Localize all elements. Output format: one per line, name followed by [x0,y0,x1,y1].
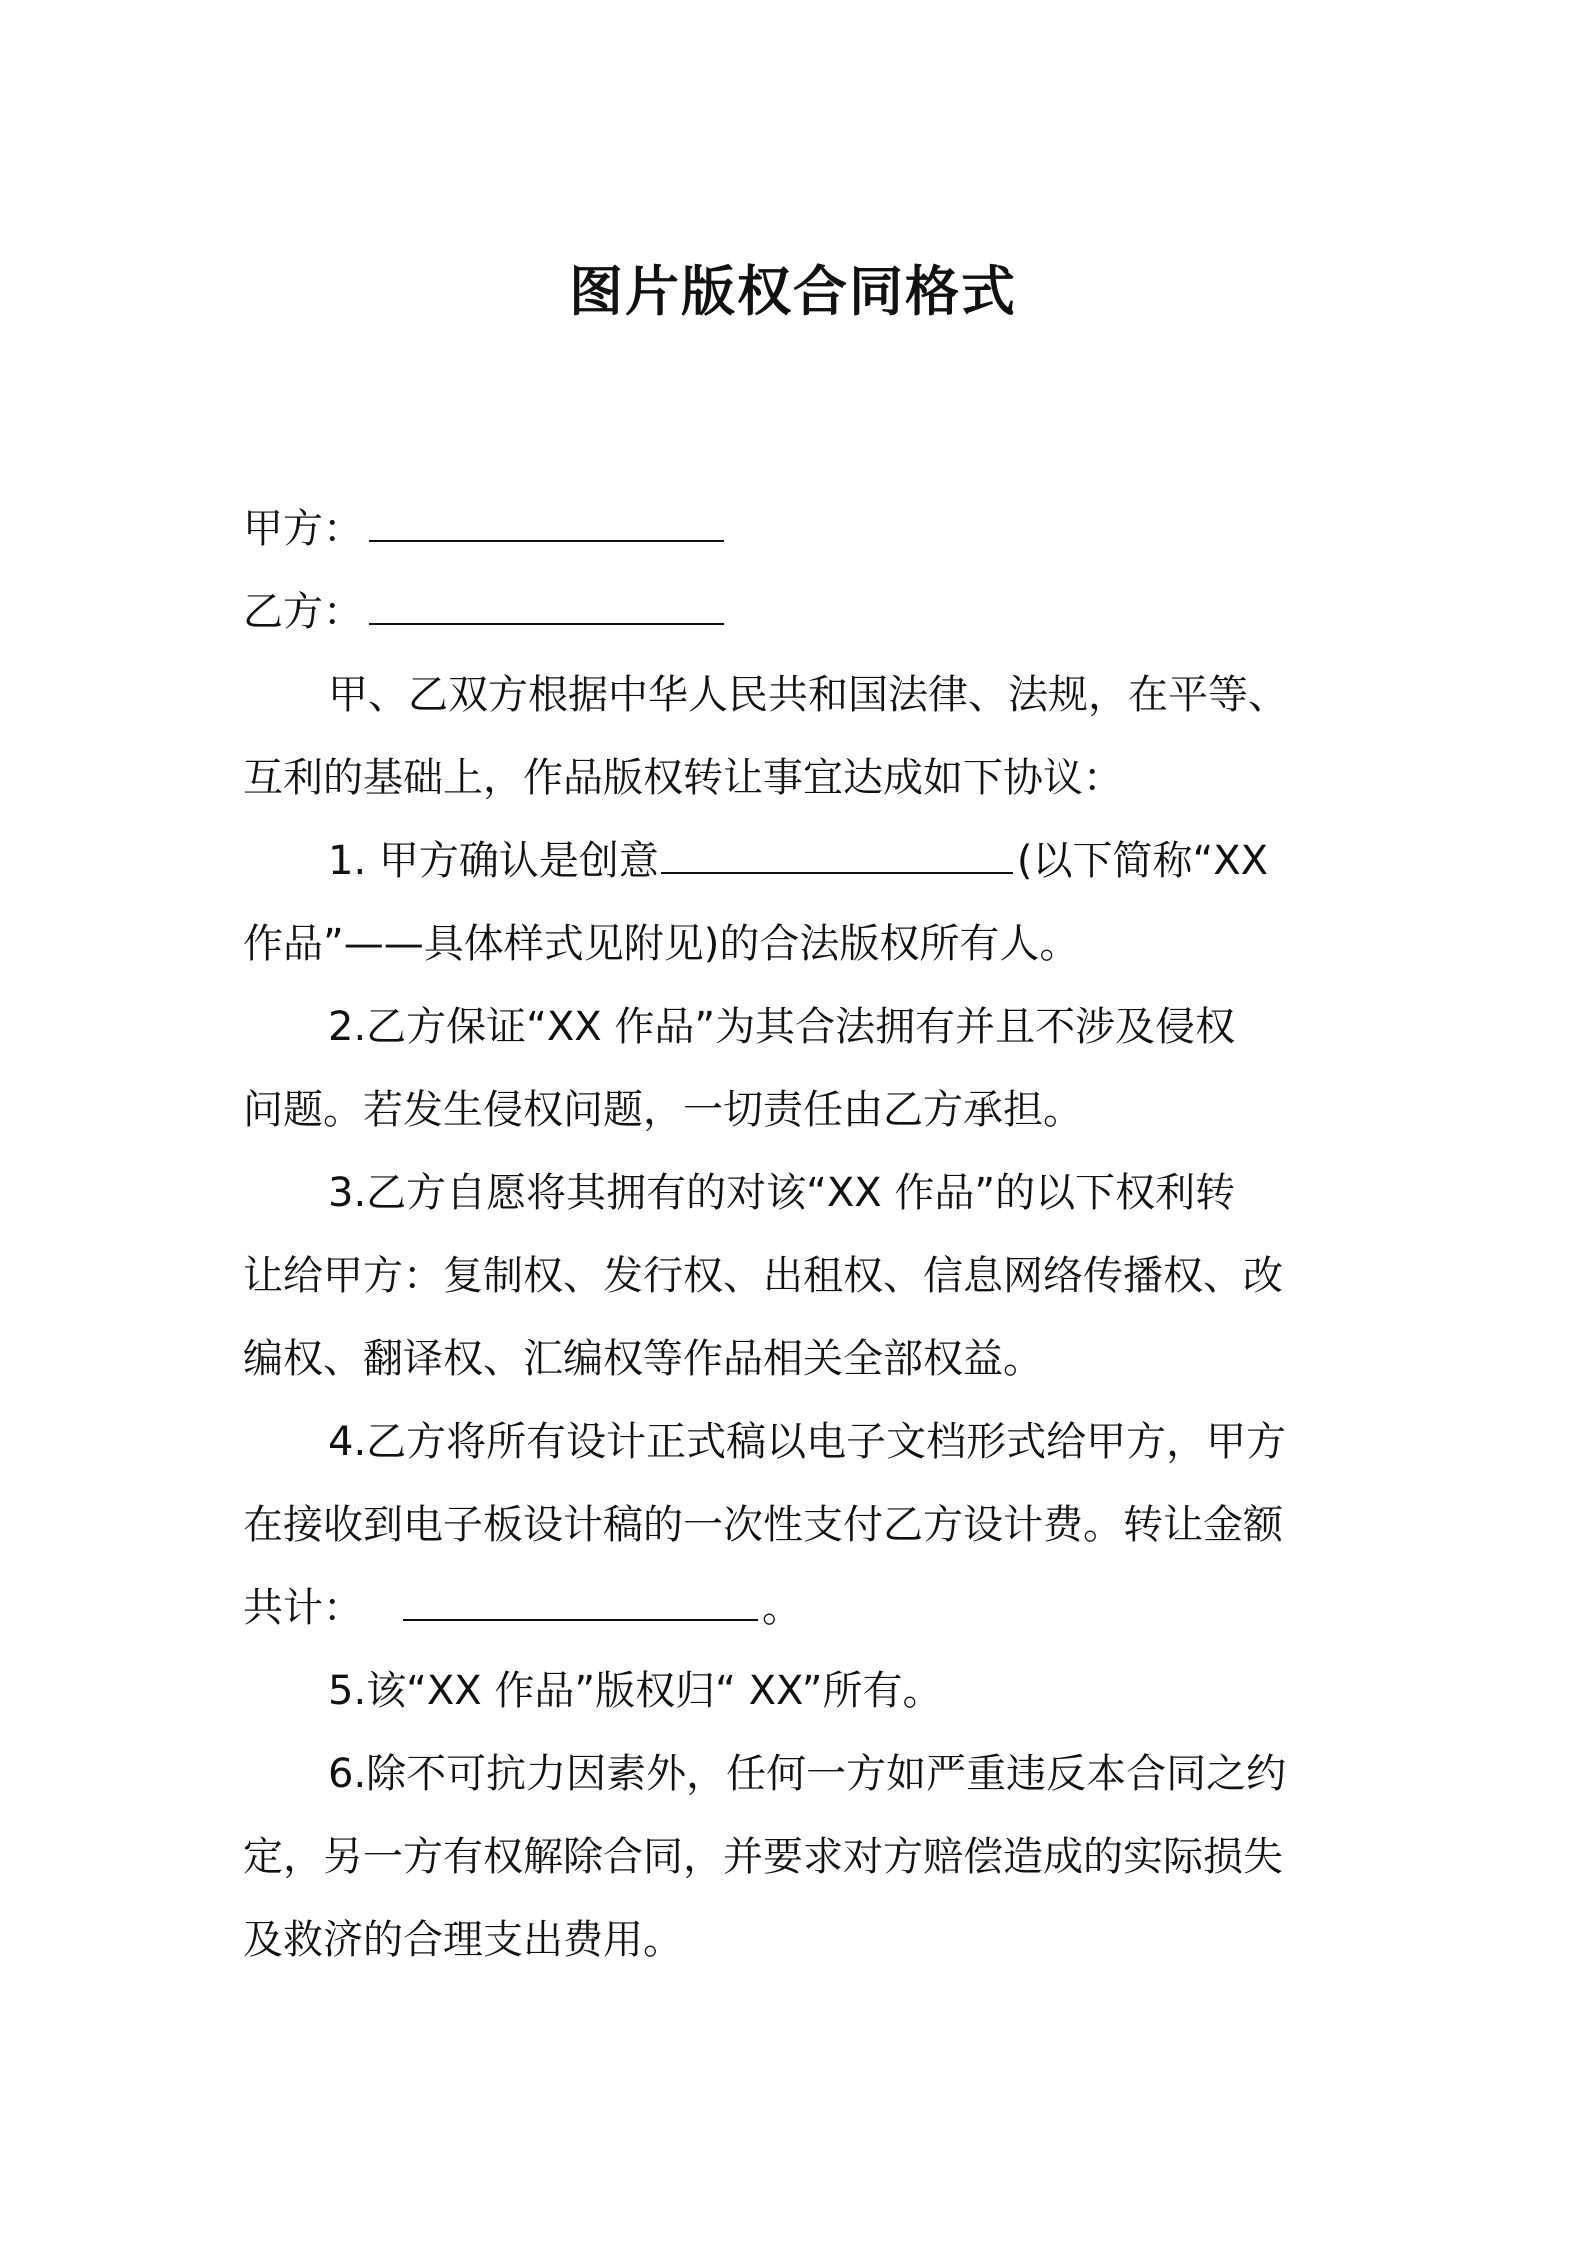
creative-name-blank [661,842,1013,874]
intro-line-1: 甲、乙双方根据中华人民共和国法律、法规，在平等、 [328,672,1288,718]
party-b-blank [369,593,724,625]
clause-4-line-3 [243,1567,1355,1650]
clause-3-line-1: 3.乙方自愿将其拥有的对该“XX 作品”的以下权利转 [328,1170,1236,1216]
party-b-label: 乙方： [243,589,363,635]
clause-2-line-2: 问题。若发生侵权问题，一切责任由乙方承担。 [243,1087,1083,1133]
clause-5-line-1: 5.该“XX 作品”版权归“ XX”所有。 [328,1668,943,1714]
party-a-label: 甲方： [243,506,363,552]
clause-6-line-2: 定，另一方有权解除合同，并要求对方赔偿造成的实际损失 [243,1834,1283,1880]
clause-4-line-1: 4.乙方将所有设计正式稿以电子文档形式给甲方，甲方 [328,1419,1287,1465]
clause-1-text-after-blank: (以下简称“XX [1016,838,1269,884]
document-title: 图片版权合同格式 [569,260,1017,323]
clause-3-line-2: 让给甲方：复制权、发行权、出租权、信息网络传播权、改 [243,1253,1283,1299]
clause-1-line-1 [243,820,1355,903]
contract-body [243,488,1355,1982]
clause-4-line-2: 在接收到电子板设计稿的一次性支付乙方设计费。转让金额 [243,1502,1283,1548]
clause-3-line-3: 编权、翻译权、汇编权等作品相关全部权益。 [243,1336,1043,1382]
total-amount-end: 。 [762,1585,802,1631]
clause-1-line-2: 作品”——具体样式见附见)的合法版权所有人。 [243,921,1080,967]
party-b-row [243,571,1355,654]
clause-1-text-before-blank: 1. 甲方确认是创意 [328,838,659,884]
party-a-blank [369,510,724,542]
clause-6-line-3: 及救济的合理支出费用。 [243,1917,683,1963]
total-amount-label: 共计： [243,1585,363,1631]
party-a-row [243,488,1355,571]
clause-6-line-1: 6.除不可抗力因素外，任何一方如严重违反本合同之约 [328,1751,1287,1797]
total-amount-blank [403,1589,758,1621]
intro-line-2: 互利的基础上，作品版权转让事宜达成如下协议： [243,755,1123,801]
clause-2-line-1: 2.乙方保证“XX 作品”为其合法拥有并且不涉及侵权 [328,1004,1236,1050]
